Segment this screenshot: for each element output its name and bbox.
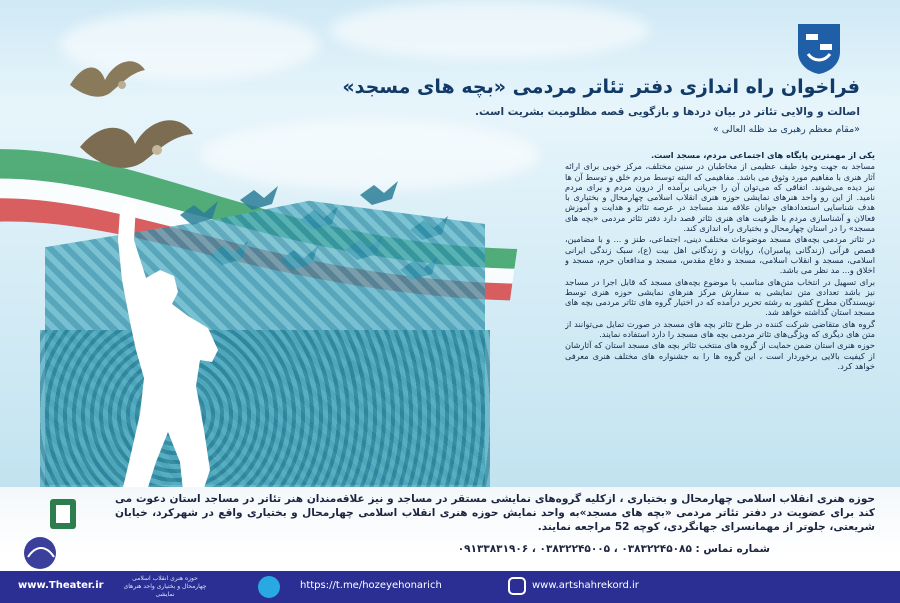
theater-website-link[interactable]: www.Theater.ir	[18, 580, 104, 591]
body-paragraph: حوزه هنری استان ضمن حمایت از گروه های منتخب تئاتر بچه های مسجد استان که آثارشان از کیفیت بالایی برخوردار است ، این گروه ها را به جشنواره های مختلف هنری معرفی خواهد کرد.	[565, 340, 875, 371]
art-center-logo-icon	[10, 495, 110, 580]
body-paragraph: مساجد به جهت وجود طیف عظیمی از مخاطبان در سنین مختلف، مرکز خوبی برای ارائه آثار هنری با مفاهیم مورد وثوق می باشد. مفاهیمی که البته توسط مردم خلق و توسط آن ها نیز دیده می‌شوند. اتفاقی که می‌توان آن را جریانی برآمده از درون مردم و برای مردم نامید. از این رو واحد هنرهای نمایشی حوزه هنری انقلاب اسلامی چهارمحال و بختیاری با هدف شناسایی استعدادهای جوانان علاقه مند مساجد در عرصه تئاتر و هدایت و آموزش فعالان و آشناسازی مردم با ظرفیت های هنری تئاتر قصد دارد دفتر تئاتر مردمی «بچه های مسجد» را در استان چهارمحال و بختیاری راه اندازی کند.	[565, 161, 875, 234]
figure-silhouette-icon	[100, 200, 270, 500]
quote-source: «مقام معظم رهبری مد ظله العالی »	[712, 124, 860, 135]
dove-icon	[60, 55, 150, 110]
page-title: فراخوان راه اندازی دفتر تئاتر مردمی «بچه های مسجد»	[342, 76, 860, 98]
body-paragraph: گروه های متقاضی شرکت کننده در طرح تئاتر بچه های مسجد در صورت تمایل می‌توانند از متن های دیگری که ویژگی‌های تئاتر مردمی بچه های مسجد را دارد استفاده نمایند.	[565, 318, 875, 340]
telegram-icon	[258, 576, 280, 598]
body-paragraph: در تئاتر مردمی بچه‌های مسجد موضوعات مختلف دینی، اجتماعی، طنز و ... و با مضامین، قصص قرآنی (زندگانی پیامبران)، روایات و زندگانی اهل بیت (ع)، سبک زندگی ایرانی اسلامی، مسجد و انقلاب اسلامی، مسجد و دفاع مقدس، مسجد و مدافعان حرم، مسجد و اخلاق و... مد نظر می باشد.	[565, 234, 875, 276]
notice-text: حوزه هنری انقلاب اسلامی چهارمحال و بختیاری ، ازکلیه گروه‌های نمایشی مستقر در مساجد و نیز علاقه‌مندان هنر تئاتر در مساجد استان دعوت می کند برای عضویت در دفتر تئاتر مردمی «بچه های مسجد»به واحد نمایش حوزه هنری انقلاب اسلامی چهارمحال و بختیاری واقع در شهرکرد، خیابان شریعتی، جلوتر از مهمانسرای جهانگردی، کوچه 52 مراجعه نمایند.	[115, 493, 875, 533]
body-paragraph: برای تسهیل در انتخاب متن‌های مناسب با موضوع بچه‌های مسجد که قابل اجرا در مساجد نیز باشد تعدادی متن نمایشی به سفارش مرکز هنرهای نمایشی حوزه هنری توسط نویسندگان مطرح کشور به رشته تحریر درآمده که در اختیار گروه های تئاتر مردمی بچه های مسجد استان گذاشته خواهد شد.	[565, 276, 875, 318]
dove-icon	[75, 112, 195, 182]
instagram-icon	[508, 577, 526, 595]
body-lead: یکی از مهمترین پایگاه های اجتماعی مردم، مسجد است.	[650, 150, 875, 160]
footer-bar	[0, 571, 900, 603]
body-text	[565, 150, 875, 480]
artshahrekord-website-link[interactable]: www.artshahrekord.ir	[532, 580, 639, 591]
org-caption: حوزه هنری انقلاب اسلامی چهارمحال و بختیاری واحد هنرهای نمایشی	[123, 575, 207, 598]
leader-quote: اصالت و والایی تئاتر در بیان دردها و بازگویی قصه مظلومیت بشریت است.	[475, 106, 860, 118]
contact-phones: شماره تماس : ۰۳۸۳۲۲۴۵۰۸۵ ، ۰۳۸۳۲۲۴۵۰۰۵ ، ۰۹۱۳۳۸۳۱۹۰۶	[457, 543, 770, 555]
theater-mask-logo-icon	[790, 18, 848, 76]
telegram-link[interactable]: https://t.me/hozeyehonarich	[300, 580, 442, 591]
